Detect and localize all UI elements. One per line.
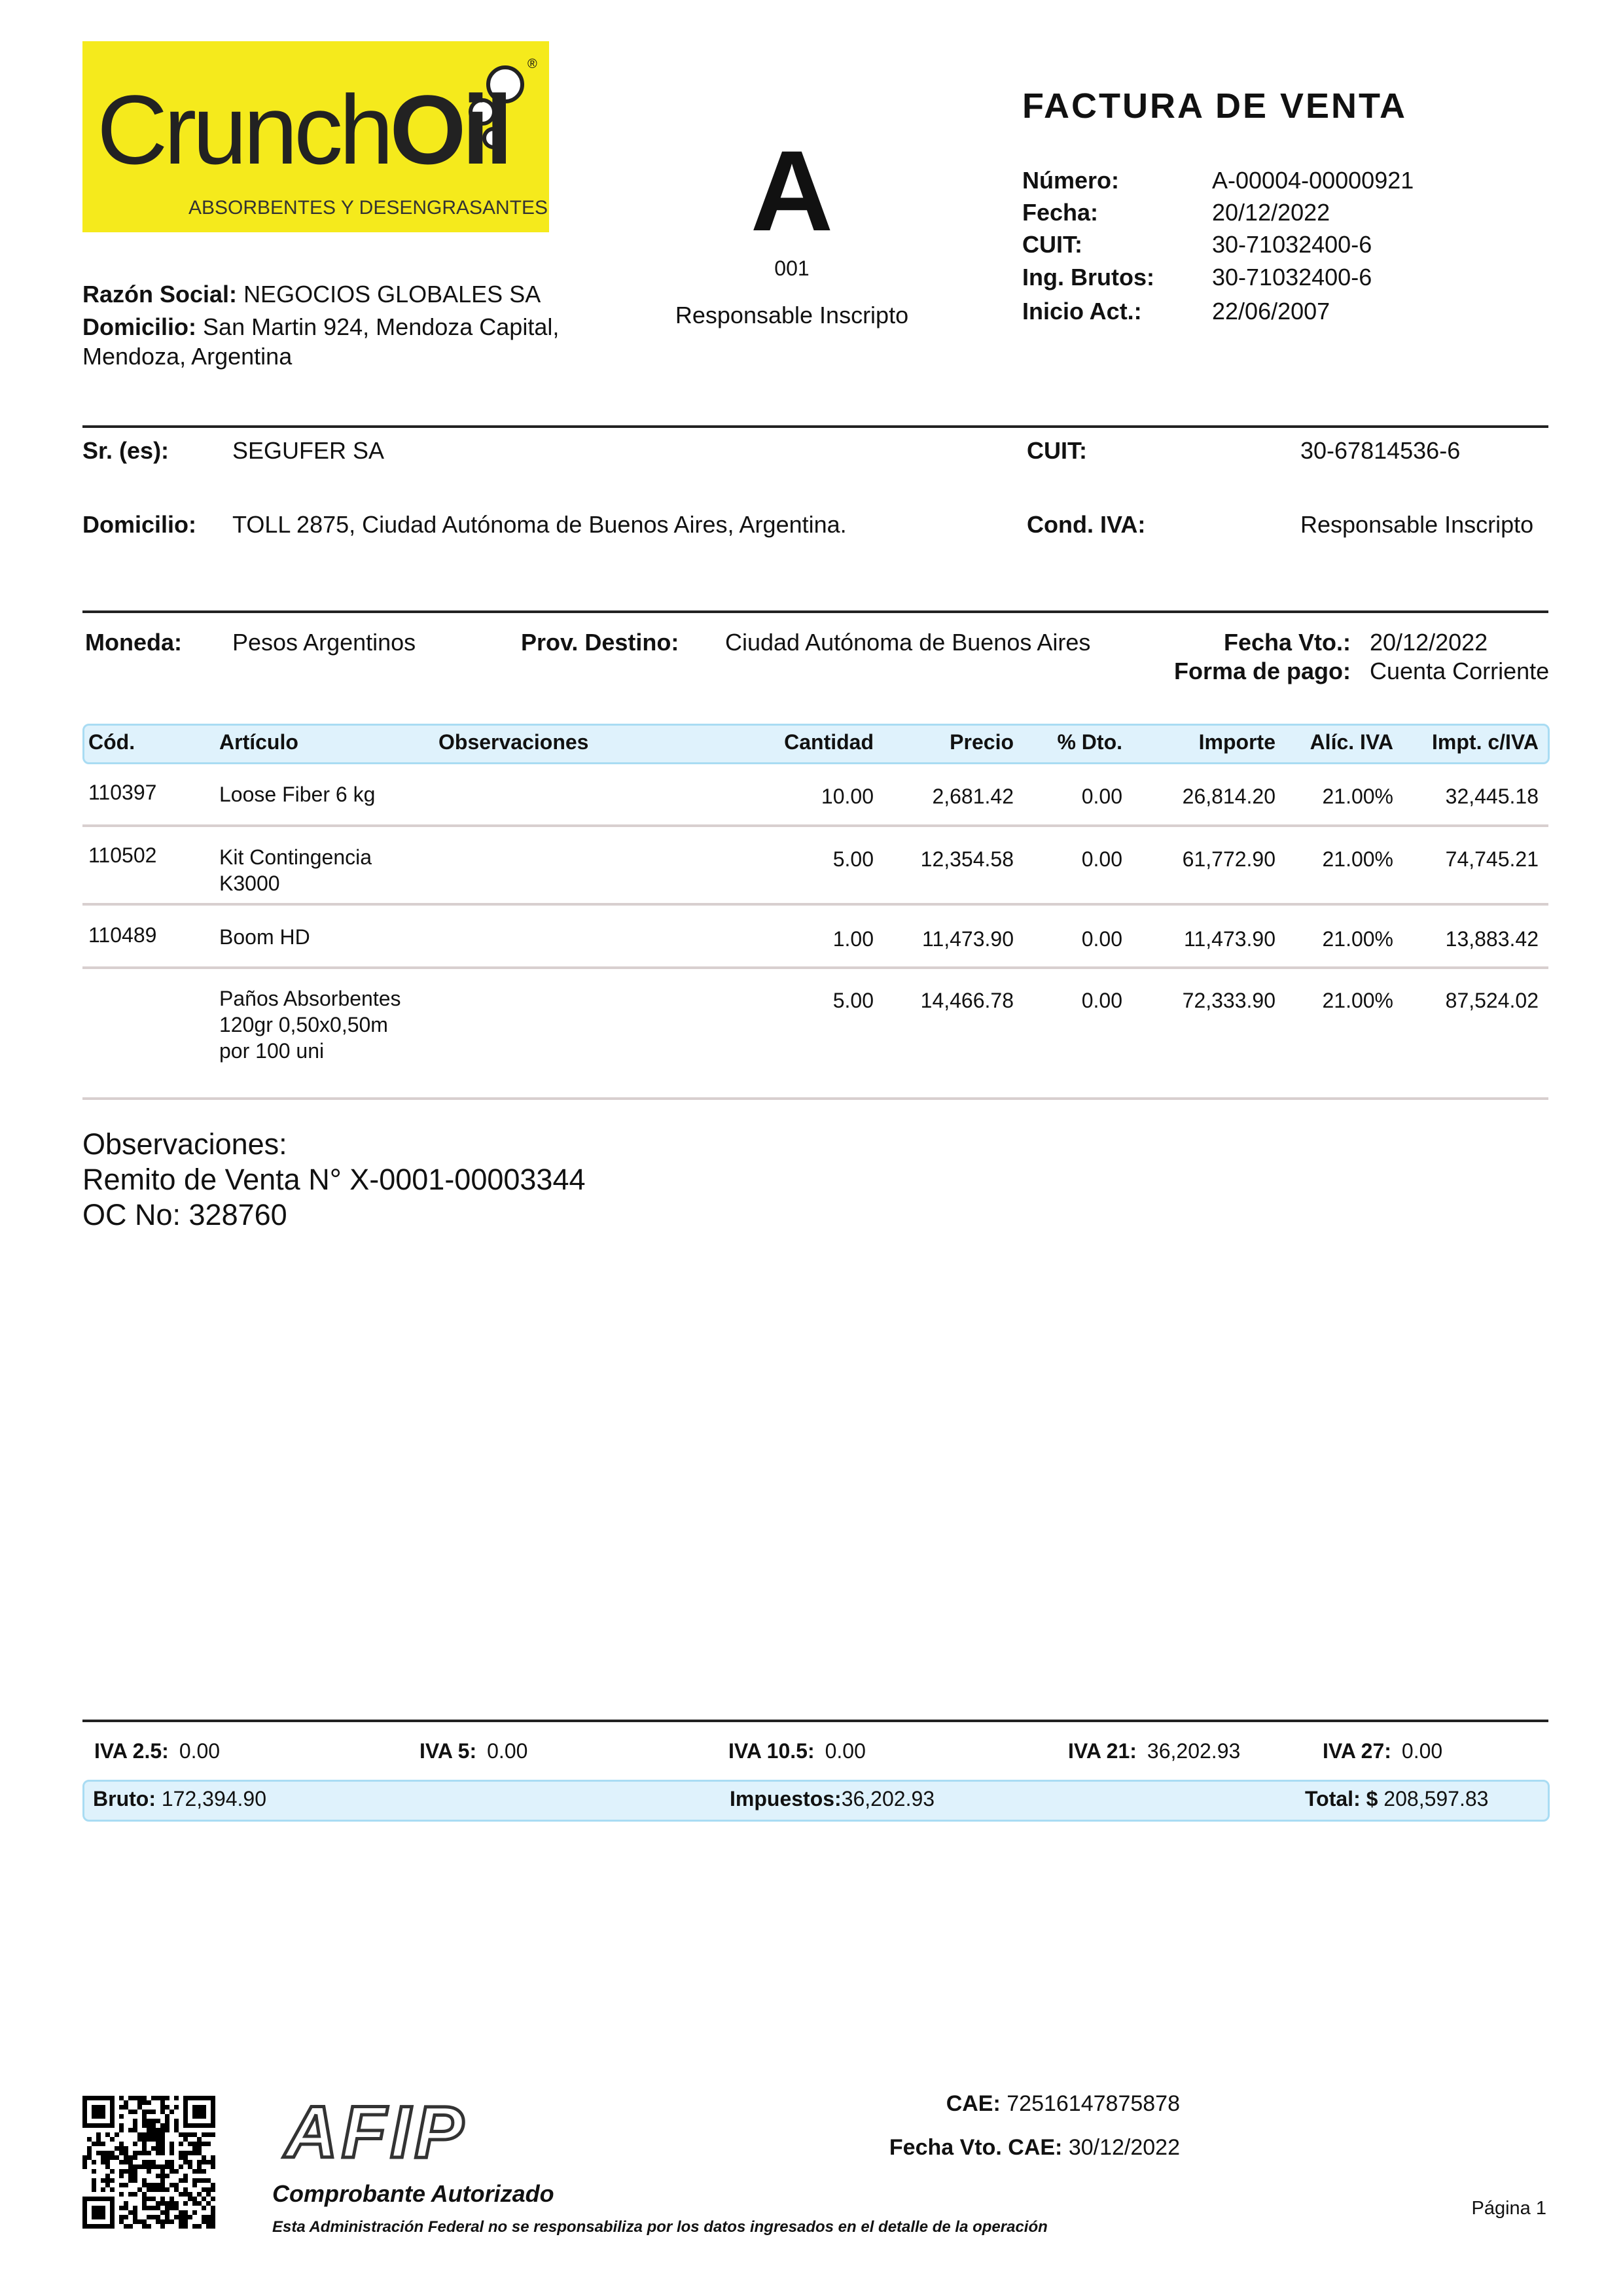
observaciones-line: OC No: 328760 [82,1198,287,1231]
cell-cantidad: 10.00 [821,785,874,808]
invoice-field-label: Número: [1022,167,1120,194]
prov: Ciudad Autónoma de Buenos Aires [725,629,1091,656]
invoice-field-label: Inicio Act.: [1022,298,1142,325]
cae-vto: Fecha Vto. CAE: 30/12/2022 [889,2135,1180,2160]
articulo-line: K3000 [219,872,280,895]
iva-item [1323,1740,1442,1763]
cell-cantidad: 1.00 [832,927,874,951]
articulo-line: Kit Contingencia [219,845,372,869]
iva-item [728,1740,866,1763]
invoice-code: 001 [774,256,810,280]
iva-item [419,1740,527,1763]
cell-importe: 72,333.90 [1182,989,1275,1012]
articulo-line: Loose Fiber 6 kg [219,783,376,806]
issuer-domicilio-2: Mendoza, Argentina [82,343,293,370]
cell-cod: 110489 [88,923,157,947]
cell-cantidad: 5.00 [832,847,874,871]
cell-articulo [219,781,375,807]
prov-label: Prov. Destino: [521,629,679,656]
cell-precio: 11,473.90 [922,927,1014,951]
issuer-razon: Razón Social: NEGOCIOS GLOBALES SA [82,281,541,308]
cell-dto: 0.00 [1081,847,1122,871]
articulo-line: Paños Absorbentes [219,987,401,1010]
vto: 20/12/2022 [1370,629,1488,656]
divider [82,1720,1548,1722]
impuestos: Impuestos:36,202.93 [730,1787,935,1810]
company-logo [82,41,549,232]
pago: Cuenta Corriente [1370,658,1550,684]
qr-code-icon [82,2096,215,2229]
client-iva-label: Cond. IVA: [1027,511,1146,538]
column-header-dto: % Dto. [1057,730,1122,754]
invoice-field-value: A-00004-00000921 [1212,167,1414,194]
client-dom: TOLL 2875, Ciudad Autónoma de Buenos Aires, Argentina. [232,511,847,538]
row-divider [82,824,1548,827]
cell-dto: 0.00 [1081,989,1122,1012]
iva-label: IVA 5: [419,1739,477,1763]
observaciones-title: Observaciones: [82,1127,287,1161]
cell-importe: 26,814.20 [1182,785,1275,808]
iva-label: IVA 10.5: [728,1739,815,1763]
iva-value: 0.00 [487,1739,528,1763]
observaciones-line: Remito de Venta N° X-0001-00003344 [82,1163,586,1196]
articulo-line: 120gr 0,50x0,50m [219,1013,388,1036]
cell-impt: 87,524.02 [1445,989,1539,1012]
cell-cantidad: 5.00 [832,989,874,1012]
cell-articulo [219,985,401,1064]
cell-alic: 21.00% [1322,927,1393,951]
cell-alic: 21.00% [1322,847,1393,871]
column-header-obs: Observaciones [438,730,589,754]
invoice-field-label: Fecha: [1022,199,1099,226]
cell-precio: 2,681.42 [932,785,1014,808]
divider [82,610,1548,613]
page-title: FACTURA DE VENTA [1022,86,1407,126]
articulo-line: Boom HD [219,925,310,949]
invoice-field-value: 30-71032400-6 [1212,231,1372,258]
row-divider [82,903,1548,906]
invoice-field-label: CUIT: [1022,231,1082,258]
iva-label: IVA 2.5: [94,1739,169,1763]
iva-value: 36,202.93 [1147,1739,1241,1763]
cell-importe: 61,772.90 [1182,847,1275,871]
pago-label: Forma de pago: [1173,658,1351,684]
client-iva: Responsable Inscripto [1300,511,1534,538]
client-name: SEGUFER SA [232,437,385,464]
vto-label: Fecha Vto.: [1223,629,1351,656]
cell-cod: 110397 [88,781,157,804]
row-divider [82,1097,1548,1100]
invoice-field-label: Ing. Brutos: [1022,264,1154,291]
iva-value: 0.00 [179,1739,221,1763]
invoice-field-value: 20/12/2022 [1212,199,1330,226]
total: Total: $ 208,597.83 [1305,1787,1489,1810]
row-divider [82,966,1548,969]
column-header-impt: Impt. c/IVA [1432,730,1539,754]
logo-tagline: ABSORBENTES Y DESENGRASANTES [188,197,548,219]
cell-importe: 11,473.90 [1184,927,1275,951]
cell-impt: 74,745.21 [1445,847,1539,871]
page-number: Página 1 [1471,2198,1546,2219]
cell-articulo [219,844,372,896]
afip-logo [279,2097,515,2169]
articulo-line: por 100 uni [219,1039,325,1063]
column-header-alic: Alíc. IVA [1310,730,1393,754]
iva-value: 0.00 [825,1739,866,1763]
moneda: Pesos Argentinos [232,629,416,656]
cell-cod: 110502 [88,843,157,867]
cell-dto: 0.00 [1081,927,1122,951]
cell-impt: 32,445.18 [1445,785,1539,808]
iva-item [94,1740,220,1763]
column-header-articulo: Artículo [219,730,298,754]
iva-label: IVA 21: [1068,1739,1137,1763]
cae: CAE: 72516147875878 [946,2091,1180,2116]
cell-alic: 21.00% [1322,785,1393,808]
cell-articulo [219,924,310,950]
column-header-cantidad: Cantidad [784,730,874,754]
iva-value: 0.00 [1401,1739,1443,1763]
client-cuit: 30-67814536-6 [1300,437,1461,464]
divider [82,425,1548,428]
comprobante-autorizado: Comprobante Autorizado [272,2180,554,2207]
moneda-label: Moneda: [85,629,182,656]
afip-logo-text: AFIP [285,2097,468,2169]
logo-registered: ® [527,57,537,71]
iva-item [1068,1740,1240,1763]
iva-label: IVA 27: [1323,1739,1391,1763]
issuer-domicilio: Domicilio: San Martin 924, Mendoza Capital, [82,313,560,340]
afip-disclaimer: Esta Administración Federal no se responsabiliza por los datos ingresados en el detalle de la operación [272,2218,1048,2236]
invoice-field-value: 30-71032400-6 [1212,264,1372,291]
cell-precio: 12,354.58 [920,847,1014,871]
invoice-field-value: 22/06/2007 [1212,298,1330,325]
observaciones [82,1127,586,1233]
cell-dto: 0.00 [1081,785,1122,808]
client-name-label: Sr. (es): [82,437,169,464]
column-header-cod: Cód. [88,730,135,754]
invoice-condition: Responsable Inscripto [675,302,909,328]
column-header-importe: Importe [1198,730,1275,754]
bruto: Bruto: 172,394.90 [93,1787,267,1810]
column-header-precio: Precio [950,730,1014,754]
cell-precio: 14,466.78 [920,989,1014,1012]
invoice-letter: A [750,128,834,255]
cell-impt: 13,883.42 [1445,927,1539,951]
client-cuit-label: CUIT: [1027,437,1087,464]
client-dom-label: Domicilio: [82,511,197,538]
cell-alic: 21.00% [1322,989,1393,1012]
logo-brand: CrunchOil [97,75,509,185]
